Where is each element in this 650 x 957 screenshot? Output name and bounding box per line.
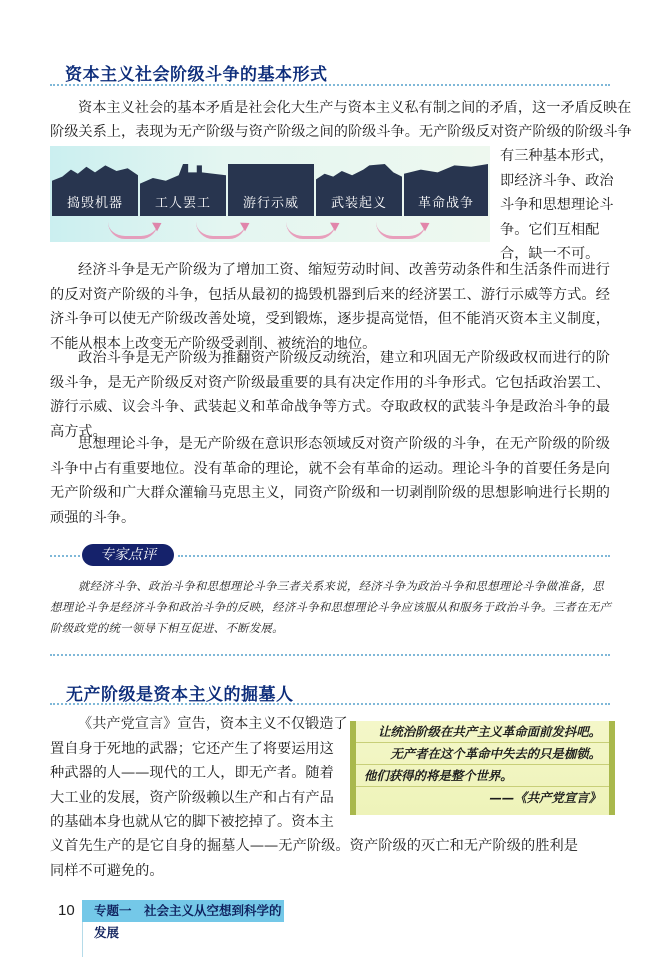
factory-silhouette-icon <box>140 164 226 192</box>
paragraph-intro-line1: 资本主义社会的基本矛盾是社会化大生产与资本主义私有制之间的矛盾，这一矛盾反映在 <box>78 100 632 116</box>
divider <box>50 654 610 656</box>
paragraph-ideological-struggle: 思想理论斗争，是无产阶级在意识形态领域反对资产阶级的斗争，在无产阶级的阶级斗争中占有重要地位。没有革命的理论，就不会有革命的运动。理论斗争的首要任务是向无产阶级和广大群众灌输马克思主义，同资产阶级和一切剥削阶级的思想影响进行长期的顽强的斗争。 <box>50 436 610 526</box>
struggle-forms-figure <box>50 146 490 242</box>
armed-crowd-icon <box>316 164 402 192</box>
chapter-footer-bar: 专题一 社会主义从空想到科学的发展 <box>82 900 284 922</box>
arrow-icon <box>286 222 336 239</box>
paragraph-intro-side: 有三种基本形式， 即经济斗争、政治 斗争和思想理论斗 争。它们互相配 合，缺一不可。 <box>500 148 614 262</box>
machine-silhouette-icon <box>52 164 138 192</box>
divider <box>50 555 80 557</box>
expert-comment-text: 就经济斗争、政治斗争和思想理论斗争三者关系来说，经济斗争为政治斗争和思想理论斗争做准备，思想理论斗争是经济斗争和政治斗争的反映，经济斗争和思想理论斗争应该服从和服务于政治斗争。三者在无产阶级政党的统一领导下相互促进、不断发展。 <box>50 579 612 635</box>
expert-comment-badge: 专家点评 <box>82 544 174 566</box>
stage-workers-strike: 工人罢工 <box>140 164 226 216</box>
flag-army-icon <box>404 164 488 192</box>
paragraph-manifesto: 《共产党宣言》宣告，资本主义不仅锻造了 置自身于死地的武器；它还产生了将要运用这 种武器的人——现代的工人，即无产者。随着 大工业的发展，资产阶级赖以生产和占有产品 的基础本身也就从它的脚下被挖掉了。资本主 <box>50 716 348 830</box>
divider <box>178 555 610 557</box>
divider <box>50 84 610 86</box>
footer-vertical-rule <box>82 922 83 957</box>
arrow-icon <box>108 222 158 239</box>
stage-smashing-machines: 捣毁机器 <box>52 164 138 216</box>
divider <box>50 703 610 705</box>
arrow-icon <box>376 222 426 239</box>
paragraph-intro-line2: 阶级关系上，表现为无产阶级与资产阶级之间的阶级斗争。无产阶级反对资产阶级的阶级斗争 <box>50 124 632 140</box>
paragraph-economic-struggle: 经济斗争是无产阶级为了增加工资、缩短劳动时间、改善劳动条件和生活条件而进行的反对资产阶级的斗争，包括从最初的捣毁机器到后来的经济罢工、游行示威等方式。经济斗争可以使无产阶级改善处境，受到锻炼，逐步提高觉悟，但不能消灭资本主义制度，不能从根本上改变无产阶级受剥削、被统治的地位。 <box>50 262 610 352</box>
stage-armed-uprising: 武装起义 <box>316 164 402 216</box>
page-number: 10 <box>58 902 75 919</box>
stage-demonstration: 游行示威 <box>228 164 314 216</box>
paragraph-manifesto-tail: 义首先生产的是它自身的掘墓人——无产阶级。资产阶级的灭亡和无产阶级的胜利是同样不可避免的。 <box>50 838 578 879</box>
crowd-banner-icon <box>228 164 314 192</box>
arrow-icon <box>196 222 246 239</box>
section-title-class-struggle-forms: 资本主义社会阶级斗争的基本形式 <box>65 65 328 85</box>
section-title-gravediggers: 无产阶级是资本主义的掘墓人 <box>66 685 294 705</box>
manifesto-quote-box: 让统治阶级在共产主义革命面前发抖吧。 无产者在这个革命中失去的只是枷锁。 他们获得的将是整个世界。 ——《共产党宣言》 <box>350 721 615 815</box>
paragraph-political-struggle: 政治斗争是无产阶级为推翻资产阶级反动统治，建立和巩固无产阶级政权而进行的阶级斗争，是无产阶级反对资产阶级最重要的具有决定作用的斗争形式。它包括政治罢工、游行示威、议会斗争、武装起义和革命战争等方式。夺取政权的武装斗争是政治斗争的最高方式。 <box>50 350 610 440</box>
stage-revolutionary-war: 革命战争 <box>404 164 488 216</box>
